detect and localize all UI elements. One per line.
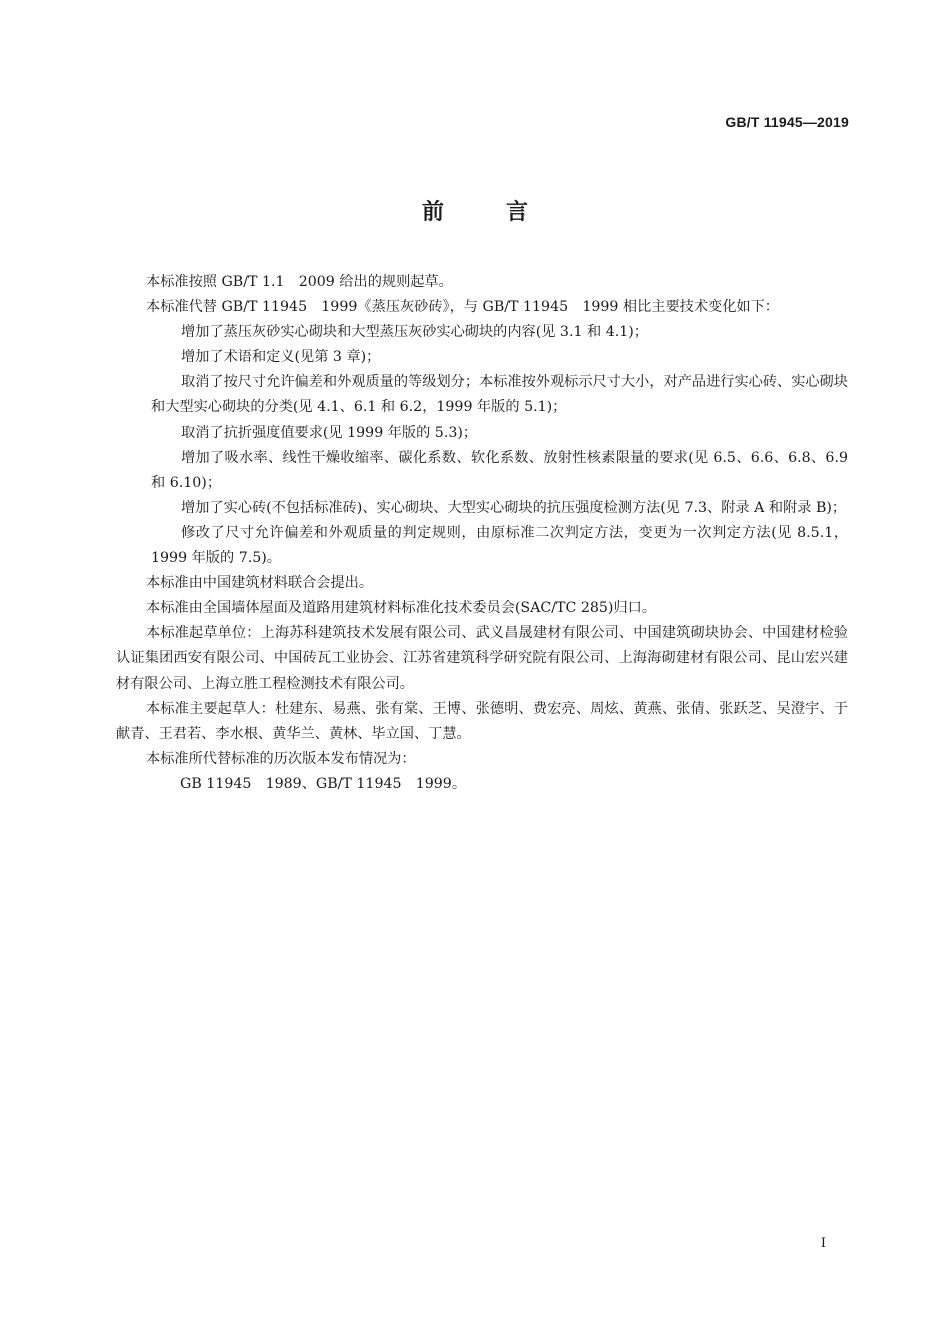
list-item: 修改了尺寸允许偏差和外观质量的判定规则，由原标准二次判定方法，变更为一次判定方法(见 8.5.1，1999 年版的 7.5)。 — [151, 524, 848, 567]
replacement-paragraph: 本标准代替 GB/T 11945 1999《蒸压灰砂砖》，与 GB/T 11945 1999 相比主要技术变化如下： — [146, 299, 779, 316]
history-intro-paragraph: 本标准所代替标准的历次版本发布情况为： — [146, 750, 416, 767]
history-versions: GB 11945 1989、GB/T 11945 1999。 — [180, 775, 467, 792]
page-number: I — [820, 1236, 826, 1251]
proposer-paragraph: 本标准由中国建筑材料联合会提出。 — [146, 575, 374, 592]
list-item: 取消了按尺寸允许偏差和外观质量的等级划分；本标准按外观标示尺寸大小，对产品进行实心砖、实心砌块和大型实心砌块的分类(见 4.1、6.1 和 6.2，1999 年版的 5.1)； — [151, 374, 848, 416]
drafting-rule-paragraph: 本标准按照 GB/T 1.1 2009 给出的规则起草。 — [146, 274, 453, 290]
foreword-body — [116, 270, 848, 797]
standard-number: GB/T 11945—2019 — [725, 114, 849, 130]
list-item: 增加了蒸压灰砂实心砌块和大型蒸压灰砂实心砌块的内容(见 3.1 和 4.1)； — [181, 324, 648, 341]
list-item: 增加了吸水率、线性干燥收缩率、碳化系数、软化系数、放射性核素限量的要求(见 6.5、6.6、6.8、6.9 和 6.10)； — [151, 449, 848, 491]
drafting-units-paragraph: 本标准起草单位：上海苏科建筑技术发展有限公司、武义昌晟建材有限公司、中国建筑砌块协会、中国建材检验认证集团西安有限公司、中国砖瓦工业协会、江苏省建筑科学研究院有限公司、上海海砌建材有限公司、昆山宏兴建材有限公司、上海立胜工程检测技术有限公司。 — [116, 625, 848, 692]
list-item: 增加了术语和定义(见第 3 章)； — [181, 349, 381, 366]
centralized-by-paragraph: 本标准由全国墙体屋面及道路用建筑材料标准化技术委员会(SAC/TC 285)归口。 — [146, 600, 657, 617]
drafters-paragraph: 本标准主要起草人：杜建东、易燕、张有棠、王博、张德明、费宏亮、周炫、黄燕、张倩、张跃芝、吴澄宇、于献青、王君若、李水根、黄华兰、黄林、毕立国、丁慧。 — [116, 700, 848, 742]
page-title: 前言 — [421, 200, 590, 225]
changes-list — [116, 320, 848, 571]
list-item: 取消了抗折强度值要求(见 1999 年版的 5.3)； — [181, 424, 478, 441]
list-item: 增加了实心砖(不包括标准砖)、实心砌块、大型实心砌块的抗压强度检测方法(见 7.3、附录 A 和附录 B)； — [181, 499, 847, 516]
